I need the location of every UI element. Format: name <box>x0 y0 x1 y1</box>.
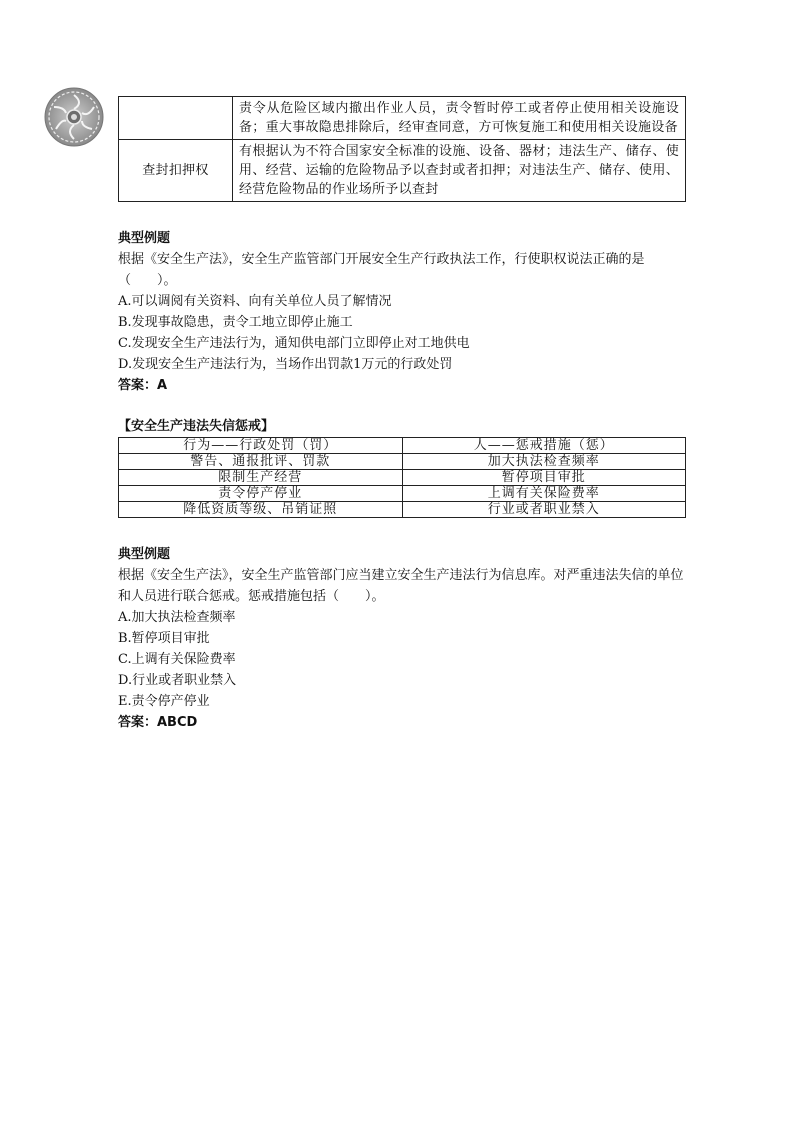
table-cell: 暂停项目审批 <box>402 470 686 486</box>
table-cell: 上调有关保险费率 <box>402 486 686 502</box>
table-cell: 责令停产停业 <box>119 486 403 502</box>
option-c: C.上调有关保险费率 <box>118 652 236 667</box>
answer-text: 答案：A <box>118 378 168 393</box>
table-cell: 警告、通报批评、罚款 <box>119 454 403 470</box>
table-cell: 加大执法检查频率 <box>402 454 686 470</box>
emblem-logo <box>44 87 104 147</box>
table-row <box>119 502 686 518</box>
option-a: A.加大执法检查频率 <box>118 610 236 625</box>
table-cell: 限制生产经营 <box>119 470 403 486</box>
table-cell: 降低资质等级、吊销证照 <box>119 502 403 518</box>
section-title: 【安全生产违法失信惩戒】 <box>118 419 275 434</box>
power-label-cell <box>119 97 233 140</box>
table-row <box>119 486 686 502</box>
power-content-cell: 责令从危险区域内撤出作业人员，责令暂时停工或者停止使用相关设施设备；重大事故隐患排除后，经审查同意，方可恢复施工和使用相关设施设备 <box>233 97 686 140</box>
table-row <box>119 97 686 140</box>
table-row <box>119 140 686 202</box>
example-heading: 典型例题 <box>118 231 171 246</box>
power-label-cell: 查封扣押权 <box>119 140 233 202</box>
option-c: C.发现安全生产违法行为，通知供电部门立即停止对工地供电 <box>118 336 470 351</box>
table-cell: 行业或者职业禁入 <box>402 502 686 518</box>
power-content-cell: 有根据认为不符合国家安全标准的设施、设备、器材；违法生产、储存、使用、经营、运输的危险物品予以查封或者扣押；对违法生产、储存、使用、经营危险物品的作业场所予以查封 <box>233 140 686 202</box>
table-header-row <box>119 438 686 454</box>
page-content <box>118 96 686 733</box>
enforcement-powers-table <box>118 96 686 202</box>
answer-text: 答案：ABCD <box>118 715 198 730</box>
header-cell: 人——惩戒措施（惩） <box>402 438 686 454</box>
option-b: B.暂停项目审批 <box>118 631 210 646</box>
example-heading: 典型例题 <box>118 547 171 562</box>
option-e: E.责令停产停业 <box>118 694 210 709</box>
option-d: D.行业或者职业禁入 <box>118 673 237 688</box>
option-d: D.发现安全生产违法行为，当场作出罚款1万元的行政处罚 <box>118 357 453 372</box>
option-b: B.发现事故隐患，责令工地立即停止施工 <box>118 315 353 330</box>
question-text: 根据《安全生产法》，安全生产监管部门开展安全生产行政执法工作，行使职权说法正确的是（ ）。 <box>118 252 645 288</box>
header-cell: 行为——行政处罚（罚） <box>119 438 403 454</box>
table-row <box>119 454 686 470</box>
penalty-table <box>118 437 686 518</box>
option-a: A.可以调阅有关资料、向有关单位人员了解情况 <box>118 294 392 309</box>
question-text: 根据《安全生产法》，安全生产监管部门应当建立安全生产违法行为信息库。对严重违法失信的单位和人员进行联合惩戒。惩戒措施包括（ ）。 <box>118 568 684 604</box>
table-row <box>119 470 686 486</box>
